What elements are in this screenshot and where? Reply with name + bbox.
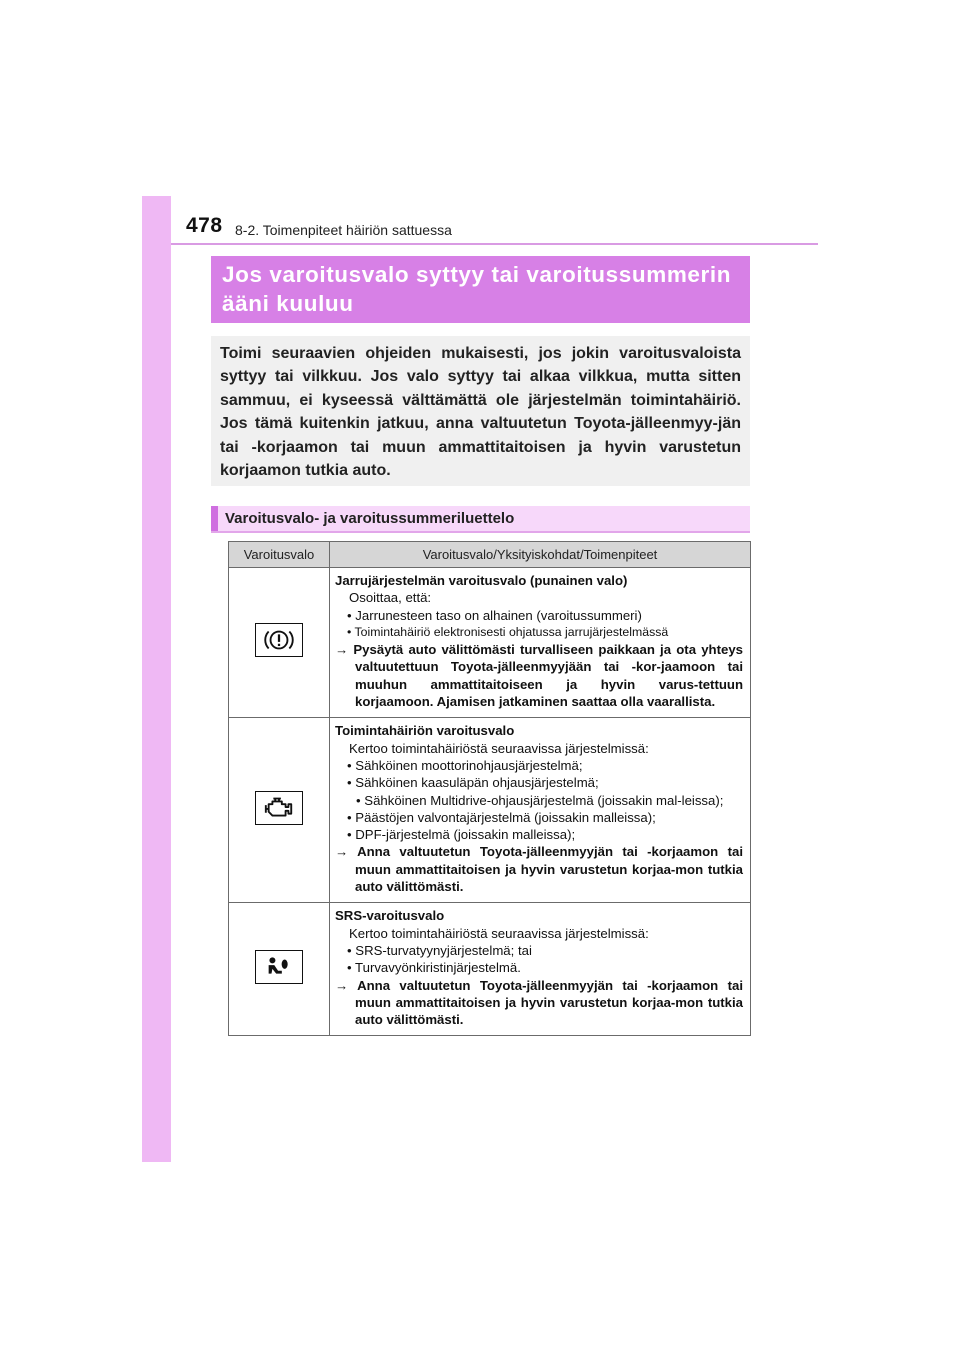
page-number: 478 xyxy=(186,214,223,237)
warning-action-text: Pysäytä auto välittömästi turvalliseen paikkaan ja ota yhteys valtuutettuun Toyota-jälleenmyyjään tai -kor-jaamoon tai muuhun ammattitaitoiseen ja hyvin varus-tettuun korjaamoon. Ajamisen jatkaminen saattaa olla vaarallista. xyxy=(353,642,744,710)
warning-title: Jarrujärjestelmän varoitusvalo (punainen valo) xyxy=(335,573,628,588)
bullet-item: • Turvavyönkiristinjärjestelmä. xyxy=(347,960,521,976)
warning-light-table xyxy=(228,541,751,1036)
arrow-icon: → xyxy=(335,642,349,658)
brake-warning-icon xyxy=(255,623,303,657)
description-cell xyxy=(330,568,751,718)
bullet-item: • SRS-turvatyynyjärjestelmä; tai xyxy=(347,942,532,958)
page-title-line-1: Jos varoitusvalo syttyy tai varoitussummerin xyxy=(222,262,732,287)
warning-intro: Kertoo toimintahäiriöstä seuraavissa järjestelmissä: xyxy=(349,740,649,756)
icon-cell xyxy=(229,718,330,903)
column-header-light: Varoitusvalo xyxy=(229,542,330,568)
page-title-line-2: ääni kuuluu xyxy=(222,291,354,316)
section-accent xyxy=(211,506,218,531)
arrow-icon: → xyxy=(335,977,349,993)
bullet-item: • Sähköinen Multidrive-ohjausjärjestelmä (joissakin mal-leissa); xyxy=(356,792,724,808)
table-header-row xyxy=(229,542,751,568)
section-heading-label: Varoitusvalo- ja varoitussummeriluettelo xyxy=(225,510,515,527)
engine-warning-icon xyxy=(255,791,303,825)
description-cell xyxy=(330,718,751,903)
table-row xyxy=(229,568,751,718)
icon-cell xyxy=(229,568,330,718)
srs-airbag-icon xyxy=(255,950,303,984)
warning-title: Toimintahäiriön varoitusvalo xyxy=(335,723,515,739)
table-row xyxy=(229,718,751,903)
side-tab-stripe xyxy=(142,196,171,1162)
bullet-item: • Päästöjen valvontajärjestelmä (joissakin malleissa); xyxy=(347,809,656,825)
warning-action xyxy=(335,641,743,710)
arrow-icon: → xyxy=(335,844,349,860)
bullet-item: • Sähköinen kaasuläpän ohjausjärjestelmä; xyxy=(347,775,599,791)
header-divider xyxy=(171,243,818,245)
bullet-item: • DPF-järjestelmä (joissakin malleissa); xyxy=(347,827,576,843)
description-cell xyxy=(330,903,751,1036)
warning-intro: Osoittaa, että: xyxy=(349,590,432,606)
page-title xyxy=(211,256,750,323)
warning-title: SRS-varoitusvalo xyxy=(335,908,445,924)
table-row xyxy=(229,903,751,1036)
warning-intro: Kertoo toimintahäiriöstä seuraavissa järjestelmissä: xyxy=(349,925,649,941)
intro-text: Toimi seuraavien ohjeiden mukaisesti, jos jokin varoitusvaloista syttyy tai vilkkuu. Jos valo syttyy tai alkaa vilkkua, mutta sitten sammuu, ei kyseessä välttämättä ole järjestelmän toimintahäiriö. Jos tämä kuitenkin jatkuu, anna valtuutetun Toyota-jälleenmyy-jän tai -korjaamon tai muun ammattitaitoisen ja hyvin varustetun korjaamon tutkia auto. xyxy=(211,336,750,486)
bullet-item: • Toimintahäiriö elektronisesti ohjatussa jarrujärjestelmässä xyxy=(347,624,669,639)
section-heading xyxy=(211,506,750,533)
warning-action-text: Anna valtuutetun Toyota-jälleenmyyjän tai -korjaamon tai muun ammattitaitoisen ja hyvin varustetun korjaa-mon tutkia auto välittömästi. xyxy=(355,844,743,895)
column-header-details: Varoitusvalo/Yksityiskohdat/Toimenpiteet xyxy=(330,542,751,568)
bullet-item: • Jarrunesteen taso on alhainen (varoitussummeri) xyxy=(347,607,642,623)
icon-cell xyxy=(229,903,330,1036)
warning-action-text: Anna valtuutetun Toyota-jälleenmyyjän tai -korjaamon tai muun ammattitaitoisen ja hyvin varustetun korjaa-mon tutkia auto välittömästi. xyxy=(355,977,743,1028)
warning-action xyxy=(335,977,743,1029)
warning-action xyxy=(335,843,743,895)
chapter-heading: 8-2. Toimenpiteet häiriön sattuessa xyxy=(235,222,452,238)
bullet-item: • Sähköinen moottorinohjausjärjestelmä; xyxy=(347,757,583,773)
